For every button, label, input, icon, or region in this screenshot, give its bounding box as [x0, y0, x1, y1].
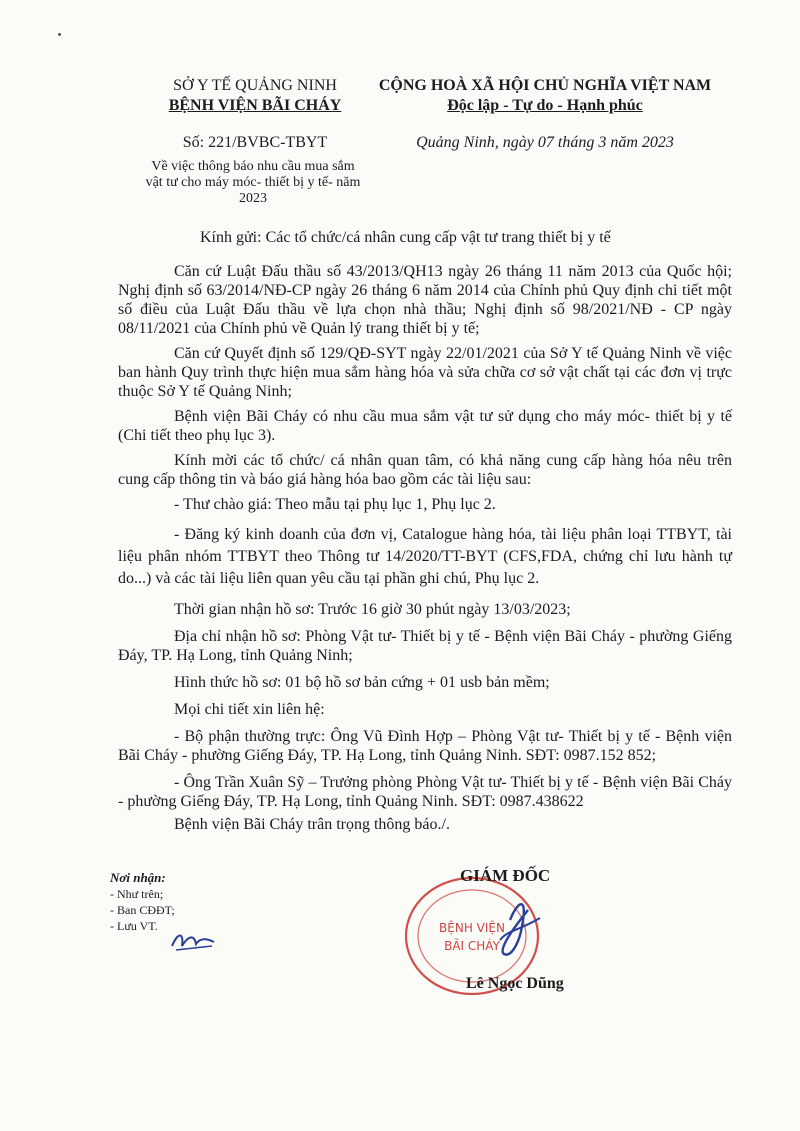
body-paragraph: Hình thức hồ sơ: 01 bộ hồ sơ bản cứng + 01 usb bản mềm; — [174, 674, 550, 691]
initial-signature-mark — [168, 926, 218, 954]
body-paragraph: Bệnh viện Bãi Cháy trân trọng thông báo./. — [174, 816, 450, 833]
body-paragraph: Thời gian nhận hồ sơ: Trước 16 giờ 30 phút ngày 13/03/2023; — [174, 601, 571, 618]
body-paragraph: Kính mời các tổ chức/ cá nhân quan tâm, có khả năng cung cấp hàng hóa nêu trên cung cấp thông tin và báo giá hàng hóa bao gồm các tài liệu sau: — [118, 452, 732, 488]
body-paragraph: Mọi chi tiết xin liên hệ: — [174, 701, 325, 718]
body-paragraph: - Ông Trần Xuân Sỹ – Trưởng phòng Phòng Vật tư- Thiết bị y tế - Bệnh viện Bãi Cháy - phường Giếng Đáy, TP. Hạ Long, tỉnh Quảng Ninh. SĐT: 0987.438622 — [118, 774, 732, 810]
signer-title: GIÁM ĐỐC — [460, 866, 551, 885]
distribution-title: Nơi nhận: — [110, 870, 166, 885]
issuer-block — [120, 76, 390, 116]
document-subject — [128, 159, 378, 207]
national-heading — [375, 76, 715, 116]
body-paragraph: Địa chỉ nhận hồ sơ: Phòng Vật tư- Thiết bị y tế - Bệnh viện Bãi Cháy - phường Giếng Đáy, TP. Hạ Long, tỉnh Quảng Ninh; — [118, 628, 732, 664]
distribution-item: - Ban CĐĐT; — [110, 903, 175, 917]
scan-speck — [58, 33, 61, 36]
subject-line: vật tư cho máy móc- thiết bị y tế- năm — [145, 175, 361, 190]
subject-line: 2023 — [239, 191, 267, 206]
distribution-item: - Lưu VT. — [110, 919, 158, 933]
national-motto: Độc lập - Tự do - Hạnh phúc — [447, 97, 643, 114]
svg-text:BỆNH VIỆN: BỆNH VIỆN — [439, 921, 505, 935]
document-number: Số: 221/BVBC-TBYT — [182, 134, 328, 151]
body-paragraph: Căn cứ Luật Đấu thầu số 43/2013/QH13 ngày 26 tháng 11 năm 2013 của Quốc hội; Nghị định số 63/2014/NĐ-CP ngày 26 tháng 6 năm 2014 của Chính phủ Quy định chi tiết một số điều của Luật Đấu thầu về lựa chọn nhà thầu; Nghị định số 98/2021/NĐ - CP ngày 08/11/2021 của Chính phủ về Quản lý trang thiết bị y tế; — [118, 263, 732, 337]
organization-name: BỆNH VIỆN BÃI CHÁY — [168, 97, 342, 114]
distribution-list — [110, 870, 175, 934]
distribution-item: - Như trên; — [110, 887, 164, 901]
body-paragraph: Căn cứ Quyết định số 129/QĐ-SYT ngày 22/01/2021 của Sở Y tế Quảng Ninh về việc ban hành Quy trình thực hiện mua sắm hàng hóa và sửa chữa cơ sở vật chất tại các đơn vị trực thuộc Sở Y tế Quảng Ninh; — [118, 345, 732, 400]
body-paragraph: Bệnh viện Bãi Cháy có nhu cầu mua sắm vật tư sử dụng cho máy móc- thiết bị y tế (Chi tiết theo phụ lục 3). — [118, 408, 732, 444]
place-date: Quảng Ninh, ngày 07 tháng 3 năm 2023 — [416, 134, 674, 151]
body-paragraph: - Thư chào giá: Theo mẫu tại phụ lục 1, Phụ lục 2. — [174, 496, 496, 513]
recipient-line: Kính gửi: Các tổ chức/cá nhân cung cấp vật tư trang thiết bị y tế — [200, 229, 611, 246]
body-paragraph: - Đăng ký kinh doanh của đơn vị, Catalogue hàng hóa, tài liệu phân loại TTBYT, tài liệu phân nhóm TTBYT theo Thông tư 14/2020/TT-BYT (CFS,FDA, chứng chỉ lưu hành tự do...) và các tài liệu liên quan yêu cầu tại phần ghi chú, Phụ lục 2. — [118, 526, 732, 587]
svg-text:BÃI CHÁY: BÃI CHÁY — [444, 939, 500, 953]
subject-line: Về việc thông báo nhu cầu mua sắm — [151, 159, 355, 174]
signer-name: Lê Ngọc Dũng — [466, 975, 564, 992]
body-paragraph: - Bộ phận thường trực: Ông Vũ Đình Hợp – Phòng Vật tư- Thiết bị y tế - Bệnh viện Bãi Cháy - phường Giếng Đáy, TP. Hạ Long, tỉnh Quảng Ninh. SĐT: 0987.152 852; — [118, 728, 732, 764]
document-body — [118, 262, 732, 834]
nation-name: CỘNG HOÀ XÃ HỘI CHỦ NGHĨA VIỆT NAM — [378, 77, 712, 94]
authority-name: SỞ Y TẾ QUẢNG NINH — [173, 77, 337, 94]
